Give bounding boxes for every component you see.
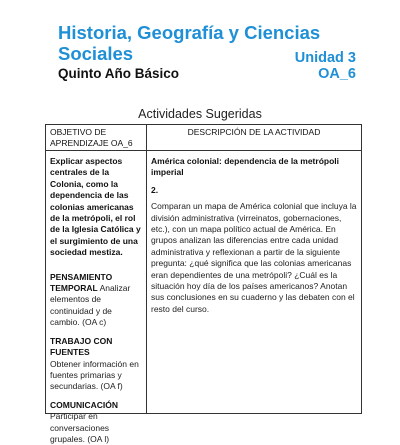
title-line-2: Sociales bbox=[58, 43, 134, 64]
objective-code: OA_6 bbox=[318, 66, 356, 82]
skill-item bbox=[50, 272, 144, 329]
skill-item bbox=[50, 336, 144, 393]
activity-cell bbox=[151, 156, 357, 315]
skill-name: PENSAMIENTO TEMPORAL bbox=[50, 271, 113, 294]
objective-column-header: OBJETIVO DE APRENDIZAJE OA_6 bbox=[50, 127, 133, 148]
header-row-divider bbox=[46, 150, 361, 151]
title-line-1: Historia, Geografía y Ciencias bbox=[58, 22, 321, 43]
skill-name: COMUNICACIÓN bbox=[50, 399, 118, 410]
activity-description: Comparan un mapa de América colonial que incluya la división administrativa (virreinatos, gobernaciones, etc.), con un mapa político actual de América. En grupos analizan las diferencias entre cada unidad administrativa y reflexionan a partir de la siguiente pregunta: ¿qué significa que las colonias americanas eran dependientes de una metrópoli? ¿Cuál es la situación hoy día de los países americanos? Anotan sus conclusiones en su cuaderno y las debaten con el resto del curso. bbox=[151, 201, 357, 314]
objective-text: Explicar aspectos centrales de la Colonia, como la dependencia de las colonias americanas de la metrópoli, el rol de la Iglesia Católica y el surgimiento de una sociedad mestiza. bbox=[50, 156, 141, 258]
activity-title: América colonial: dependencia de la metrópoli imperial bbox=[151, 156, 339, 178]
skill-text: Obtener información en fuentes primarias y secundarias. (OA f) bbox=[50, 358, 139, 392]
objective-cell bbox=[50, 156, 144, 445]
skill-text: Analizar elementos de continuidad y de cambio. (OA c) bbox=[50, 283, 131, 328]
activity-number: 2. bbox=[151, 184, 159, 195]
activities-table bbox=[45, 124, 362, 444]
column-divider bbox=[146, 125, 147, 413]
grade-label: Quinto Año Básico bbox=[58, 66, 179, 81]
skill-item bbox=[50, 400, 144, 445]
section-title: Actividades Sugeridas bbox=[138, 107, 262, 121]
activity-column-header: DESCRIPCIÓN DE LA ACTIVIDAD bbox=[187, 127, 321, 137]
skill-text: Participar en conversaciones grupales. (OA l) bbox=[50, 411, 110, 444]
skill-name: TRABAJO CON FUENTES bbox=[50, 335, 113, 358]
unit-label: Unidad 3 bbox=[294, 50, 356, 66]
